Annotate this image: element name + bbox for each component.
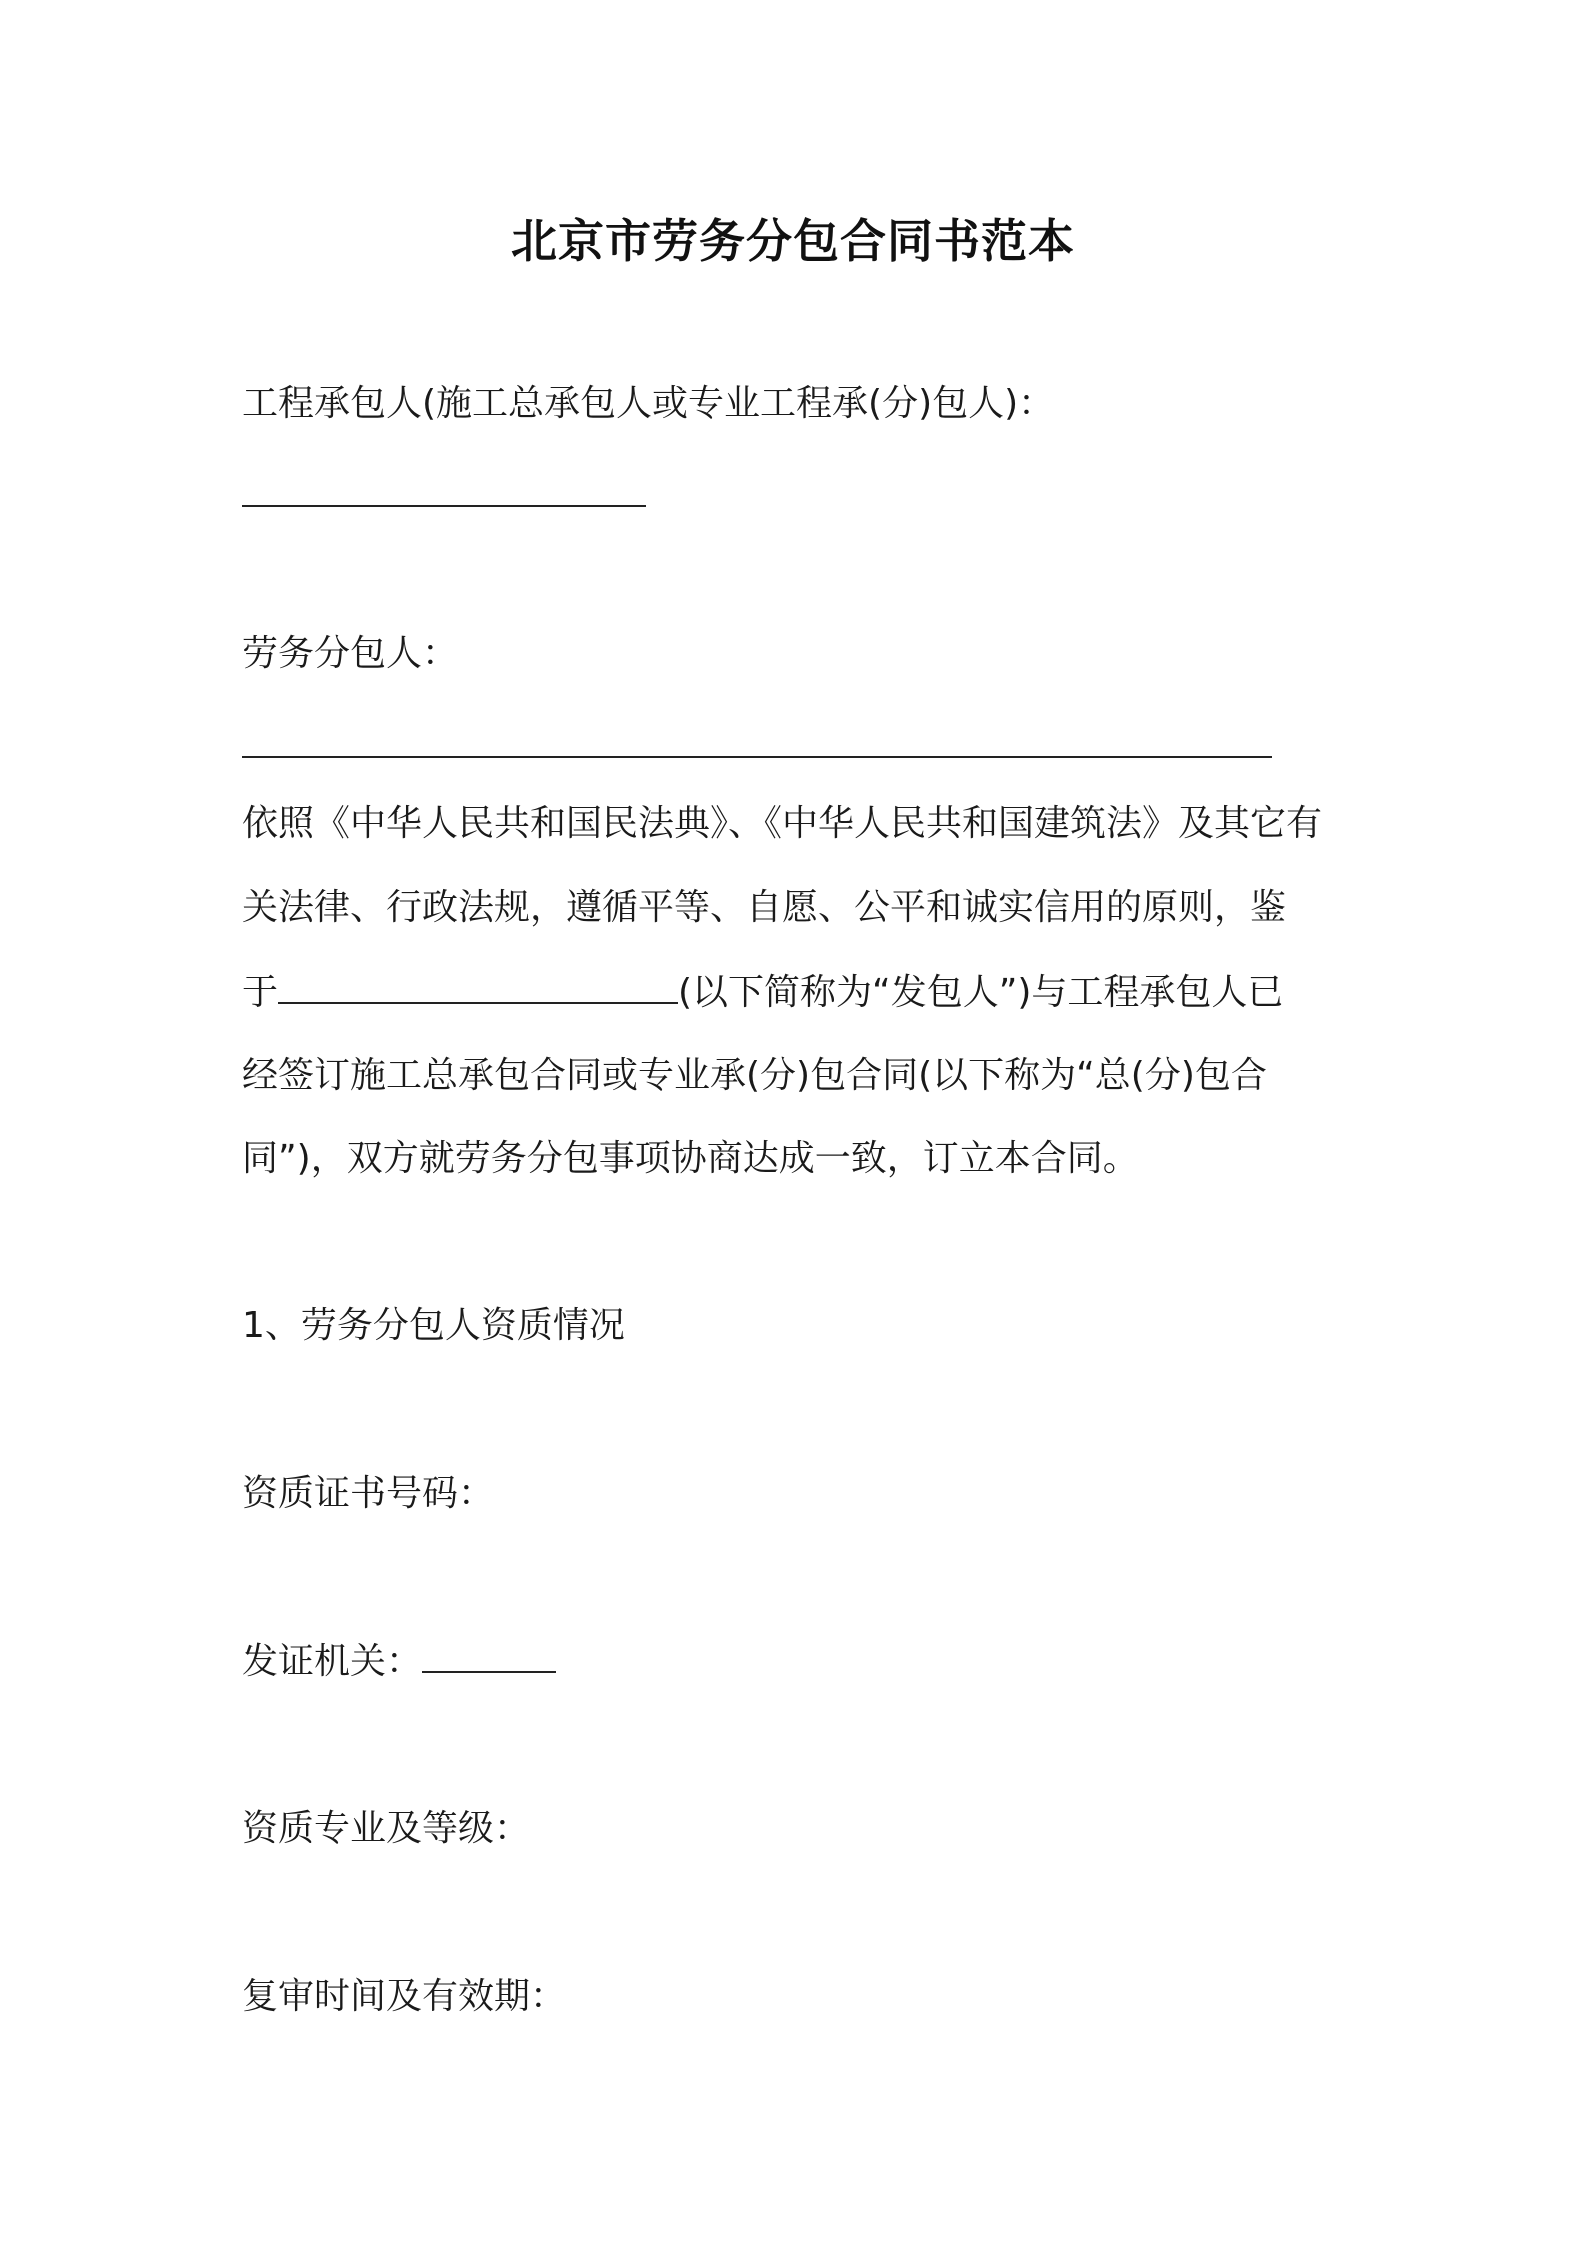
preamble-line-5: 同”)，双方就劳务分包事项协商达成一致，订立本合同。 <box>242 1138 1139 1179</box>
issuer-line <box>242 1637 556 1686</box>
preamble-line-1: 依照《中华人民共和国民法典》、《中华人民共和国建筑法》及其它有 <box>242 803 1323 844</box>
subcontractor-blank-line <box>242 756 1272 758</box>
section-1-heading: 1、劳务分包人资质情况 <box>242 1305 625 1346</box>
contractor-blank-line <box>242 505 646 507</box>
employer-name-blank <box>278 968 678 1004</box>
preamble-line-3-start: 于 <box>242 972 279 1013</box>
contractor-label: 工程承包人(施工总承包人或专业工程承(分)包人)： <box>242 383 1055 424</box>
preamble-line-3-end: (以下简称为“发包人”)与工程承包人已 <box>678 972 1284 1013</box>
preamble-line-2: 关法律、行政法规，遵循平等、自愿、公平和诚实信用的原则，鉴 <box>242 887 1287 928</box>
review-label: 复审时间及有效期： <box>242 1976 567 2017</box>
issuer-blank <box>422 1637 556 1673</box>
subcontractor-label: 劳务分包人： <box>242 633 459 674</box>
cert-number-label: 资质证书号码： <box>242 1473 495 1514</box>
issuer-label: 发证机关： <box>242 1641 423 1682</box>
preamble-line-3 <box>242 968 1283 1017</box>
grade-label: 资质专业及等级： <box>242 1808 531 1849</box>
document-title: 北京市劳务分包合同书范本 <box>511 214 1075 268</box>
preamble-line-4: 经签订施工总承包合同或专业承(分)包合同(以下称为“总(分)包合 <box>242 1055 1267 1096</box>
